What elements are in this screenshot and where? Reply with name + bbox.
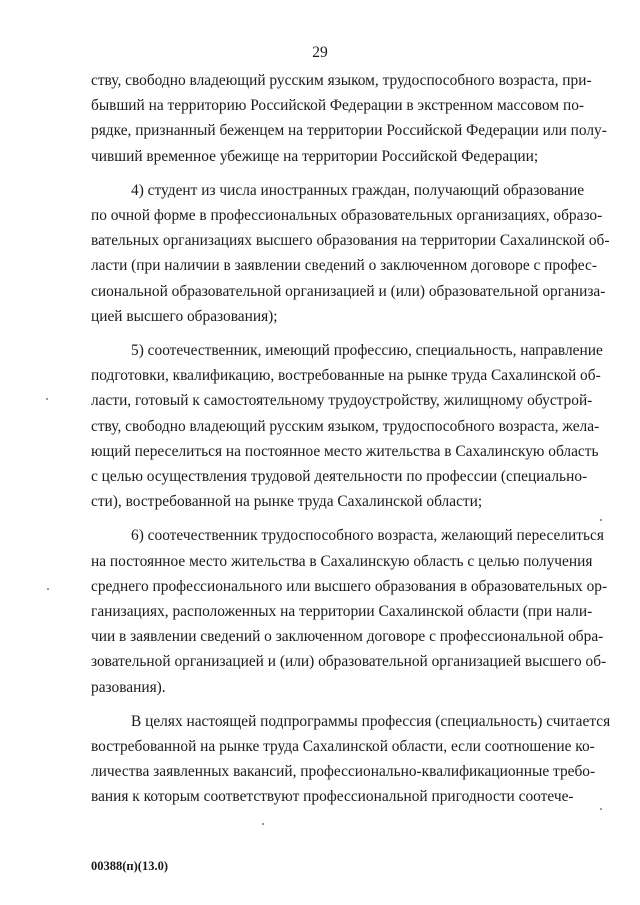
text-line: на постоянное место жительства в Сахалинскую область с целью получения [91, 552, 593, 570]
paragraph-item-6 [91, 523, 608, 699]
text-line: вания к которым соответствуют профессиональной пригодности соотече- [91, 788, 574, 806]
scan-speck [47, 588, 49, 590]
text-line: среднего профессионального или высшего образования в образовательных ор- [91, 577, 608, 595]
paragraph-continuation [91, 68, 607, 169]
text-line: личества заявленных вакансий, профессионально-квалификационные требо- [91, 763, 596, 781]
text-line: цией высшего образования); [91, 307, 278, 325]
text-line: 4) студент из числа иностранных граждан, получающий образование [131, 181, 585, 199]
text-line: ганизациях, расположенных на территории Сахалинской области (при нали- [91, 603, 593, 621]
paragraph-definition [91, 709, 611, 810]
scan-speck [600, 808, 602, 810]
text-line: В целях настоящей подпрограммы профессия (специальность) считается [131, 712, 611, 730]
paragraph-item-5 [91, 338, 603, 514]
text-line: подготовки, квалификацию, востребованные на рынке труда Сахалинской об- [91, 367, 601, 385]
text-line: 6) соотечественник трудоспособного возраста, желающий переселиться [131, 527, 604, 545]
scan-speck [600, 519, 602, 521]
text-line: вательных организациях высшего образования на территории Сахалинской об- [91, 232, 610, 250]
text-line: ласти, готовый к самостоятельному трудоустройству, жилищному обустрой- [91, 392, 593, 410]
document-body [91, 68, 611, 810]
text-line: разования). [91, 678, 166, 696]
text-line: зовательной организацией и (или) образовательной организацией высшего об- [91, 653, 607, 671]
text-line: востребованной на рынке труда Сахалинской области, если соотношение ко- [91, 738, 595, 756]
text-line: сти), востребованной на рынке труда Сахалинской области; [91, 493, 483, 511]
scan-speck [262, 823, 264, 825]
scan-speck [46, 398, 48, 400]
text-line: ласти (при наличии в заявлении сведений о заключенном договоре с профес- [91, 257, 597, 275]
text-line: сиональной образовательной организацией и (или) образовательной организа- [91, 282, 606, 300]
text-line: ству, свободно владеющий русским языком, трудоспособного возраста, жела- [91, 417, 600, 435]
text-line: ству, свободно владеющий русским языком, трудоспособного возраста, при- [91, 72, 592, 89]
text-line: рядке, признанный беженцем на территории Российской Федерации или полу- [91, 122, 607, 140]
text-line: чии в заявлении сведений о заключенном договоре с профессиональной обра- [91, 628, 604, 646]
text-line: чивший временное убежище на территории Российской Федерации; [91, 147, 539, 165]
text-line: бывший на территорию Российской Федерации в экстренном массовом по- [91, 97, 585, 115]
page-number: 29 [312, 44, 328, 61]
text-line: с целью осуществления трудовой деятельности по профессии (специально- [91, 468, 588, 486]
text-line: ющий переселиться на постоянное место жительства в Сахалинскую область [91, 442, 599, 460]
document-code: 00388(п)(13.0) [91, 859, 168, 873]
text-line: 5) соотечественник, имеющий профессию, специальность, направление [131, 342, 603, 360]
text-line: по очной форме в профессиональных образовательных организациях, образо- [91, 207, 603, 225]
paragraph-item-4 [91, 178, 610, 329]
